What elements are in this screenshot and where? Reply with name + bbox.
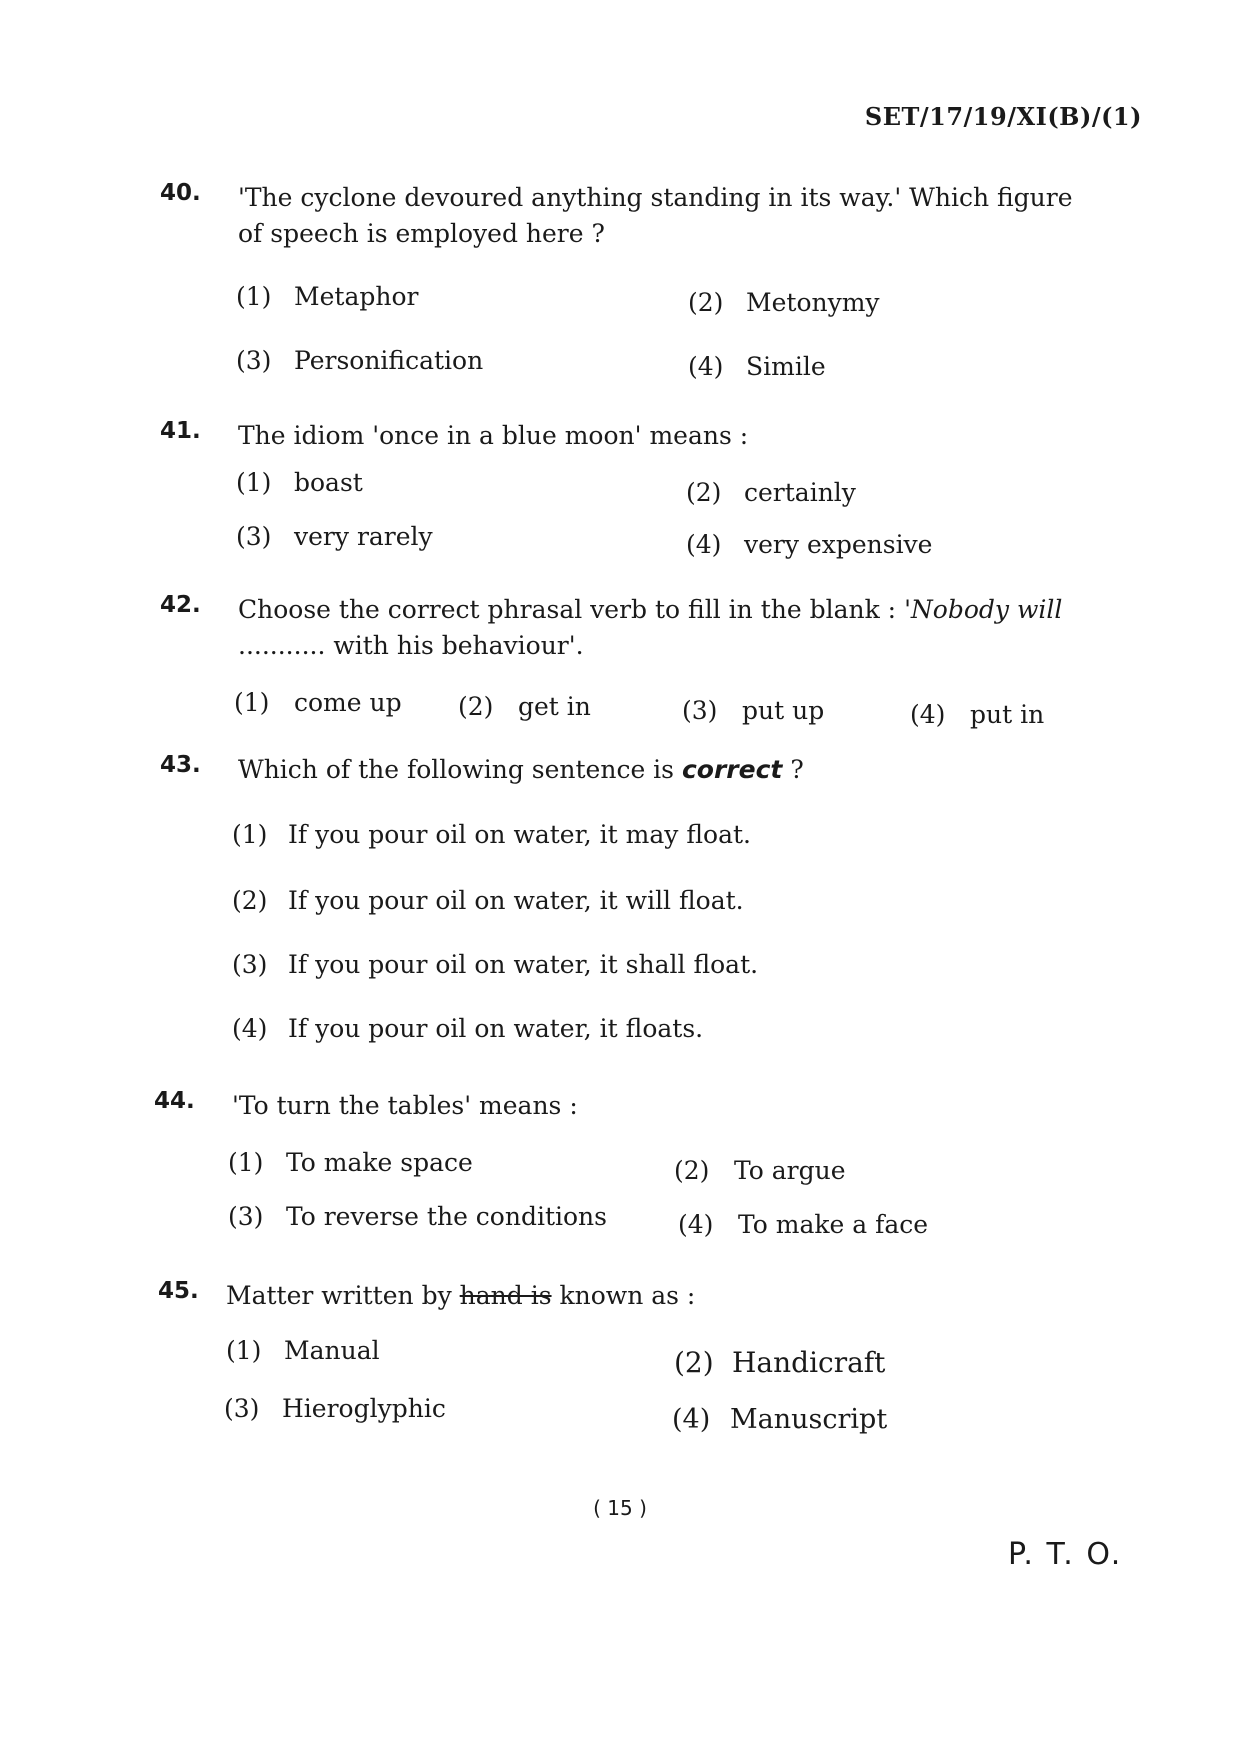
option-40-4: (4) Simile: [688, 352, 826, 381]
option-40-2: (2) Metonymy: [688, 288, 880, 317]
option-43-2: (2) If you pour oil on water, it will float.: [232, 886, 744, 915]
option-41-4: (4) very expensive: [686, 530, 933, 559]
option-43-4: (4) If you pour oil on water, it floats.: [232, 1014, 704, 1043]
option-42-4: (4) put in: [910, 700, 1045, 729]
option-40-3: (3) Personification: [236, 346, 484, 375]
question-number: 40.: [160, 180, 201, 206]
question-text-line: ........... with his behaviour'.: [238, 631, 584, 660]
option-42-1: (1) come up: [234, 688, 402, 717]
question-text-line: 'The cyclone devoured anything standing in its way.' Which figure: [238, 183, 1073, 212]
struck-text: hand is: [459, 1281, 552, 1310]
option-43-3: (3) If you pour oil on water, it shall float.: [232, 950, 759, 979]
question-text-line: Choose the correct phrasal verb to fill in the blank : 'Nobody will: [238, 595, 1063, 624]
option-42-3: (3) put up: [682, 696, 825, 725]
question-text: Matter written by hand is known as :: [226, 1281, 696, 1310]
option-41-3: (3) very rarely: [236, 522, 433, 551]
question-text: The idiom 'once in a blue moon' means :: [238, 421, 749, 450]
option-44-1: (1) To make space: [228, 1148, 473, 1177]
option-41-2: (2) certainly: [686, 478, 856, 507]
question-text-line: of speech is employed here ?: [238, 219, 605, 248]
option-44-3: (3) To reverse the conditions: [228, 1202, 607, 1231]
option-41-1: (1) boast: [236, 468, 363, 497]
question-number: 41.: [160, 418, 201, 444]
option-44-4: (4) To make a face: [678, 1210, 929, 1239]
page-number: ( 15 ): [593, 1496, 647, 1520]
option-42-2: (2) get in: [458, 692, 591, 721]
option-44-2: (2) To argue: [674, 1156, 846, 1185]
option-45-1: (1) Manual: [226, 1336, 380, 1365]
option-45-4: (4) Manuscript: [672, 1404, 888, 1435]
question-number: 42.: [160, 592, 201, 618]
question-number: 44.: [154, 1088, 195, 1114]
set-code: SET/17/19/XI(B)/(1): [864, 102, 1142, 131]
question-text: Which of the following sentence is correct ?: [238, 755, 804, 784]
option-45-2: (2) Handicraft: [674, 1346, 886, 1379]
option-40-1: (1) Metaphor: [236, 282, 419, 311]
question-text: [238, 592, 1128, 664]
question-text: [238, 180, 1128, 252]
pto-label: P. T. O.: [1008, 1537, 1123, 1572]
question-number: 45.: [158, 1278, 199, 1304]
option-43-1: (1) If you pour oil on water, it may float.: [232, 820, 751, 849]
question-text: 'To turn the tables' means :: [232, 1091, 578, 1120]
option-45-3: (3) Hieroglyphic: [224, 1394, 446, 1423]
question-number: 43.: [160, 752, 201, 778]
